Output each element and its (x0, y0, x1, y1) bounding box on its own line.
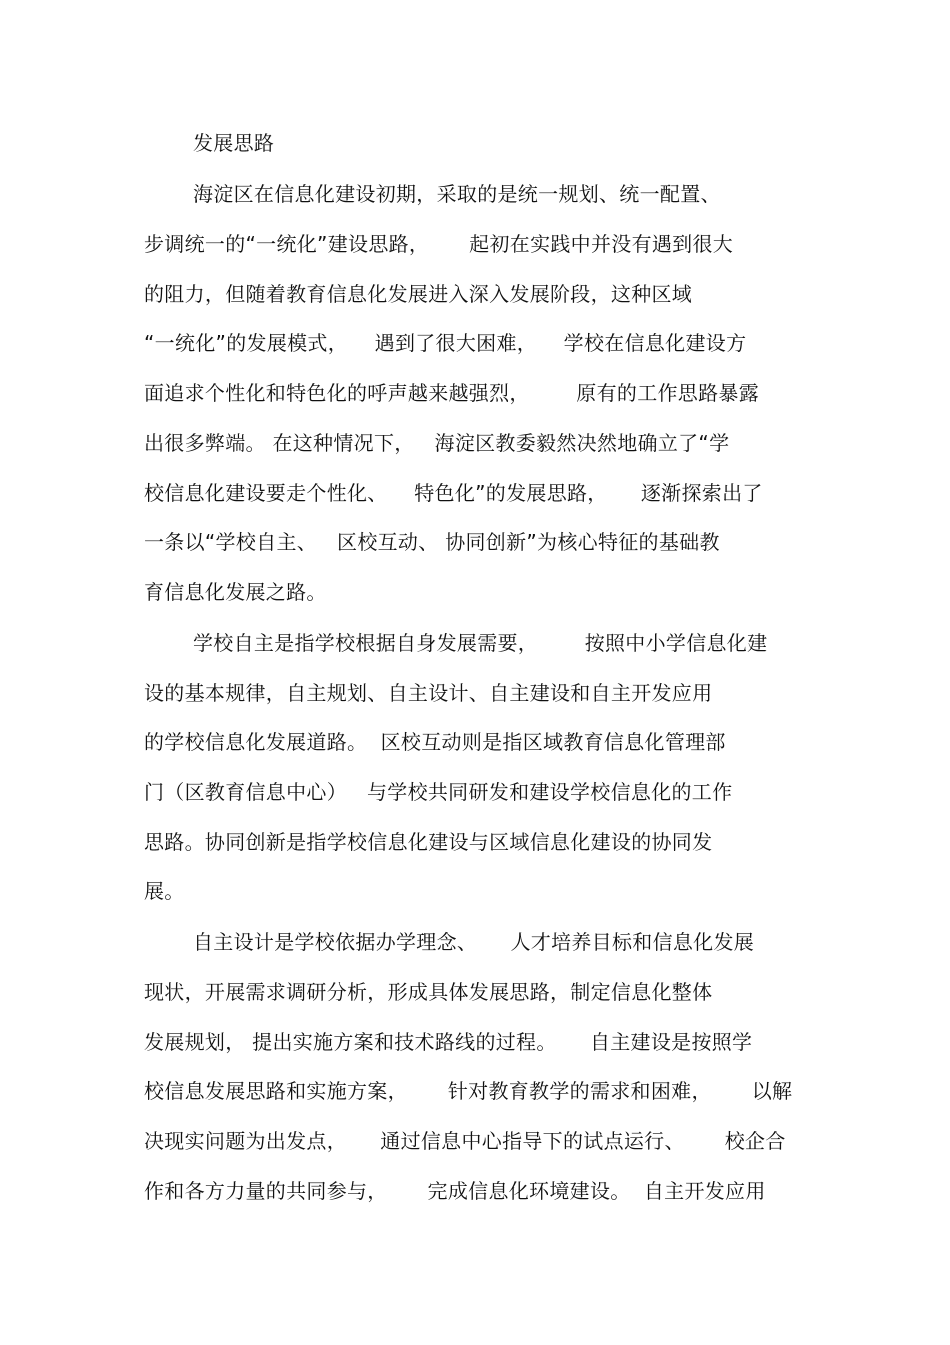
text-line: 步调统一的“一统化”建设思路， 起初在实践中并没有遇到很大 (144, 232, 734, 256)
text-line: 校信息发展思路和实施方案， 针对教育教学的需求和困难， 以解 (144, 1079, 793, 1103)
text-line: 设的基本规律，自主规划、自主设计、自主建设和自主开发应用 (144, 681, 713, 705)
text-line: 展。 (144, 879, 185, 903)
text-line: “一统化”的发展模式， 遇到了很大困难， 学校在信息化建设方 (144, 331, 747, 355)
text-line: 学校自主是指学校根据自身发展需要， 按照中小学信息化建 (193, 631, 768, 655)
text-line: 思路。协同创新是指学校信息化建设与区域信息化建设的协同发 (144, 830, 713, 854)
section-heading: 发展思路 (193, 131, 275, 155)
text-line: 出很多弊端。 在这种情况下， 海淀区教委毅然决然地确立了“学 (144, 431, 730, 455)
text-line: 校信息化建设要走个性化、 特色化”的发展思路， 逐渐探索出了 (144, 481, 763, 505)
text-line: 决现实问题为出发点， 通过信息中心指导下的试点运行、 校企合 (144, 1129, 786, 1153)
text-line: 面追求个性化和特色化的呼声越来越强烈， 原有的工作思路暴露 (144, 381, 760, 405)
text-line: 发展规划， 提出实施方案和技术路线的过程。 自主建设是按照学 (144, 1030, 753, 1054)
text-line: 门（区教育信息中心） 与学校共同研发和建设学校信息化的工作 (144, 780, 733, 804)
text-line: 自主设计是学校依据办学理念、 人才培养目标和信息化发展 (193, 930, 755, 954)
text-line: 一条以“学校自主、 区校互动、 协同创新”为核心特征的基础教 (144, 530, 720, 554)
text-line: 现状，开展需求调研分析，形成具体发展思路，制定信息化整体 (144, 980, 713, 1004)
text-line: 的阻力，但随着教育信息化发展进入深入发展阶段，这种区域 (144, 282, 693, 306)
text-line: 作和各方力量的共同参与， 完成信息化环境建设。 自主开发应用 (144, 1179, 766, 1203)
text-line: 的学校信息化发展道路。 区校互动则是指区域教育信息化管理部 (144, 730, 726, 754)
text-line: 育信息化发展之路。 (144, 580, 327, 604)
text-line: 海淀区在信息化建设初期，采取的是统一规划、统一配置、 (193, 182, 721, 206)
